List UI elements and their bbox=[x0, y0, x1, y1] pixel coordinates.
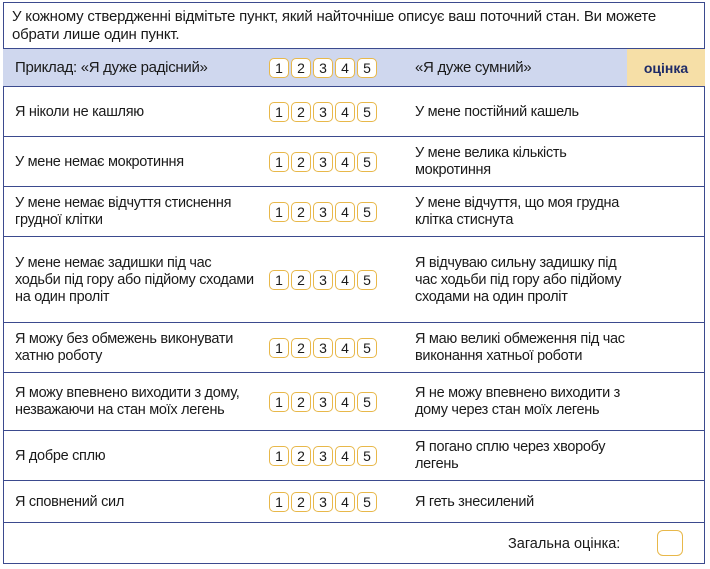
item-7-option-2[interactable]: 2 bbox=[291, 446, 311, 466]
score-cell[interactable] bbox=[627, 137, 705, 186]
item-4-option-4[interactable]: 4 bbox=[335, 270, 355, 290]
item-1-option-3[interactable]: 3 bbox=[313, 102, 333, 122]
question-row bbox=[3, 236, 705, 322]
statement-positive: Я можу впевнено виходити з дому, незважаючи на стан моїх легень bbox=[15, 385, 240, 418]
example-option-4[interactable]: 4 bbox=[335, 58, 355, 78]
example-scale bbox=[269, 58, 377, 78]
item-7-option-1[interactable]: 1 bbox=[269, 446, 289, 466]
item-4-option-3[interactable]: 3 bbox=[313, 270, 333, 290]
question-row bbox=[3, 86, 705, 136]
score-cell[interactable] bbox=[627, 323, 705, 372]
statement-positive: Я ніколи не кашляю bbox=[15, 104, 144, 120]
statement-negative: У мене велика кількість мокротиння bbox=[415, 145, 567, 178]
item-6-option-2[interactable]: 2 bbox=[291, 392, 311, 412]
item-4-option-2[interactable]: 2 bbox=[291, 270, 311, 290]
item-4-option-1[interactable]: 1 bbox=[269, 270, 289, 290]
item-6-option-4[interactable]: 4 bbox=[335, 392, 355, 412]
item-8-scale bbox=[269, 492, 377, 512]
item-7-option-4[interactable]: 4 bbox=[335, 446, 355, 466]
item-6-option-5[interactable]: 5 bbox=[357, 392, 377, 412]
statement-positive: Я можу без обмежень виконувати хатню роботу bbox=[15, 331, 234, 364]
statement-positive: У мене немає відчуття стиснення грудної клітки bbox=[15, 195, 232, 228]
item-2-option-3[interactable]: 3 bbox=[313, 152, 333, 172]
statement-negative: Я не можу впевнено виходити з дому через стан моїх легень bbox=[415, 385, 621, 418]
score-cell[interactable] bbox=[627, 187, 705, 236]
statement-negative: Я погано сплю через хворобу легень bbox=[415, 439, 606, 472]
item-2-scale bbox=[269, 152, 377, 172]
item-3-option-1[interactable]: 1 bbox=[269, 202, 289, 222]
statement-negative: Я відчуваю сильну задишку під час ходьби під гору або підйому сходами на один проліт bbox=[415, 255, 622, 305]
item-5-option-4[interactable]: 4 bbox=[335, 338, 355, 358]
example-option-1[interactable]: 1 bbox=[269, 58, 289, 78]
example-row bbox=[3, 48, 705, 86]
item-6-option-3[interactable]: 3 bbox=[313, 392, 333, 412]
statement-positive: У мене немає задишки під час ходьби під гору або підйому сходами на один проліт bbox=[15, 255, 254, 305]
example-option-5[interactable]: 5 bbox=[357, 58, 377, 78]
statement-negative: Я маю великі обмеження під час виконання хатньої роботи bbox=[415, 331, 625, 364]
item-5-option-5[interactable]: 5 bbox=[357, 338, 377, 358]
item-2-option-2[interactable]: 2 bbox=[291, 152, 311, 172]
item-5-option-1[interactable]: 1 bbox=[269, 338, 289, 358]
item-1-option-1[interactable]: 1 bbox=[269, 102, 289, 122]
item-1-scale bbox=[269, 102, 377, 122]
score-cell[interactable] bbox=[627, 87, 705, 136]
item-6-scale bbox=[269, 392, 377, 412]
example-option-3[interactable]: 3 bbox=[313, 58, 333, 78]
question-row bbox=[3, 430, 705, 480]
statement-positive: Я добре сплю bbox=[15, 448, 106, 464]
item-5-option-3[interactable]: 3 bbox=[313, 338, 333, 358]
item-4-option-5[interactable]: 5 bbox=[357, 270, 377, 290]
example-option-2[interactable]: 2 bbox=[291, 58, 311, 78]
statement-positive: У мене немає мокротиння bbox=[15, 154, 184, 170]
score-cell[interactable] bbox=[627, 373, 705, 430]
item-2-option-5[interactable]: 5 bbox=[357, 152, 377, 172]
item-8-option-1[interactable]: 1 bbox=[269, 492, 289, 512]
item-3-scale bbox=[269, 202, 377, 222]
item-1-option-2[interactable]: 2 bbox=[291, 102, 311, 122]
item-4-scale bbox=[269, 270, 377, 290]
instructions-text: У кожному ствердженні відмітьте пункт, який найточніше описує ваш поточний стан. Ви можете обрати лише один пункт. bbox=[12, 8, 657, 43]
item-1-option-5[interactable]: 5 bbox=[357, 102, 377, 122]
item-5-scale bbox=[269, 338, 377, 358]
item-3-option-2[interactable]: 2 bbox=[291, 202, 311, 222]
item-2-option-4[interactable]: 4 bbox=[335, 152, 355, 172]
statement-negative: У мене відчуття, що моя грудна клітка стиснута bbox=[415, 195, 620, 228]
item-1-option-4[interactable]: 4 bbox=[335, 102, 355, 122]
item-7-option-3[interactable]: 3 bbox=[313, 446, 333, 466]
item-7-scale bbox=[269, 446, 377, 466]
question-row bbox=[3, 372, 705, 430]
item-3-option-4[interactable]: 4 bbox=[335, 202, 355, 222]
item-5-option-2[interactable]: 2 bbox=[291, 338, 311, 358]
score-cell[interactable] bbox=[627, 481, 705, 522]
item-6-option-1[interactable]: 1 bbox=[269, 392, 289, 412]
statement-negative: У мене постійний кашель bbox=[415, 104, 579, 120]
total-score-label: Загальна оцінка: bbox=[508, 536, 621, 552]
item-2-option-1[interactable]: 1 bbox=[269, 152, 289, 172]
question-row bbox=[3, 136, 705, 186]
statement-negative: Я геть знесилений bbox=[415, 494, 534, 510]
item-8-option-2[interactable]: 2 bbox=[291, 492, 311, 512]
total-score-box[interactable] bbox=[657, 530, 683, 556]
score-cell[interactable] bbox=[627, 431, 705, 480]
statement-positive: Я сповнений сил bbox=[15, 494, 124, 510]
example-left-label: Приклад: «Я дуже радісний» bbox=[15, 59, 208, 76]
item-8-option-3[interactable]: 3 bbox=[313, 492, 333, 512]
total-row bbox=[3, 522, 705, 564]
item-8-option-4[interactable]: 4 bbox=[335, 492, 355, 512]
item-7-option-5[interactable]: 5 bbox=[357, 446, 377, 466]
item-3-option-5[interactable]: 5 bbox=[357, 202, 377, 222]
item-8-option-5[interactable]: 5 bbox=[357, 492, 377, 512]
score-cell[interactable] bbox=[627, 237, 705, 322]
example-right-label: «Я дуже сумний» bbox=[415, 59, 532, 76]
question-row bbox=[3, 186, 705, 236]
question-row bbox=[3, 480, 705, 522]
score-column-header: оцінка bbox=[627, 49, 705, 86]
item-3-option-3[interactable]: 3 bbox=[313, 202, 333, 222]
question-row bbox=[3, 322, 705, 372]
